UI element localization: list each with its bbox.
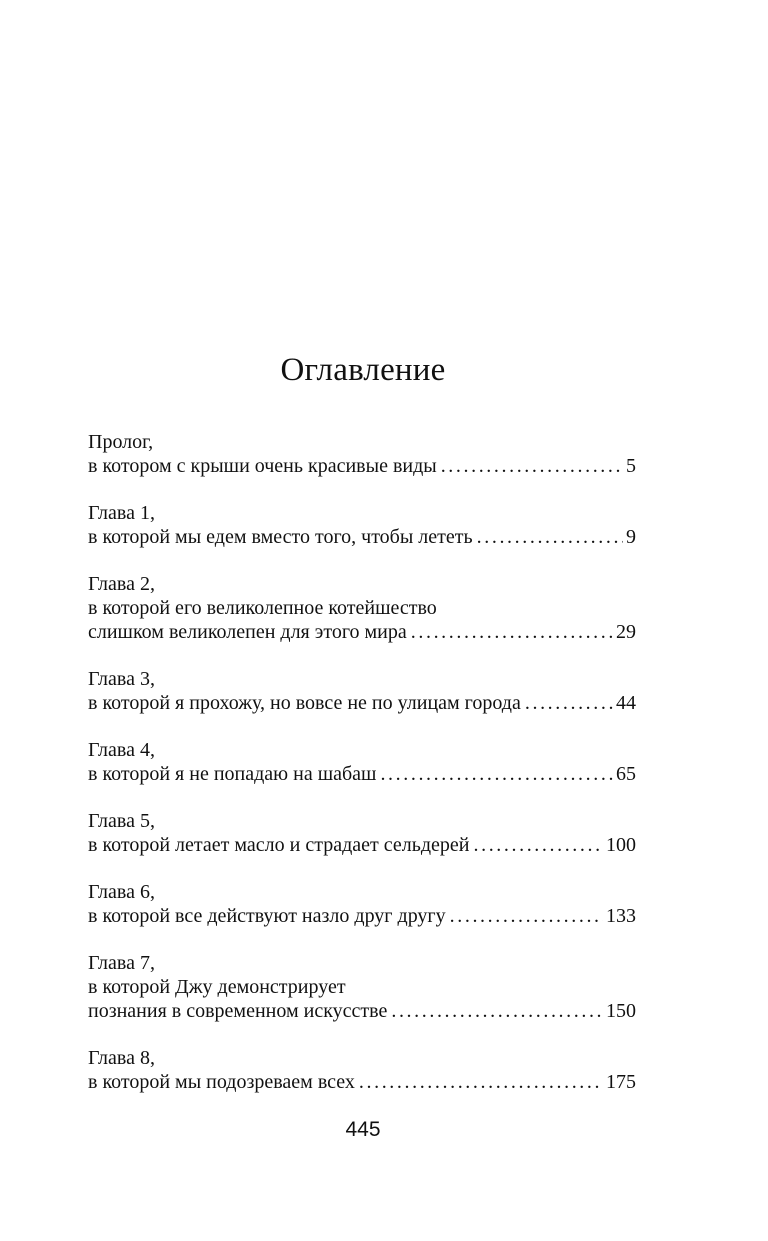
- toc-entry-line: [88, 762, 636, 786]
- toc-entry-line: [88, 691, 636, 715]
- page-title: Оглавление: [280, 352, 446, 388]
- toc-entry-text: в которой я прохожу, но вовсе не по улицам города: [88, 692, 521, 714]
- toc-entry-chapter-8: [88, 1046, 636, 1094]
- toc-page-number: 65: [616, 763, 636, 785]
- toc-entry-heading: Глава 1,: [88, 502, 155, 524]
- page-number: 445: [345, 1118, 381, 1141]
- toc-entry-heading: Глава 7,: [88, 952, 155, 974]
- dot-leader: [441, 454, 623, 478]
- toc-entry-chapter-2: [88, 572, 636, 644]
- toc-entry-text-line: в которой его великолепное котейшество: [88, 597, 437, 619]
- dot-leader: [411, 620, 613, 644]
- toc-entry-chapter-6: [88, 880, 636, 928]
- toc-page-number: 133: [606, 905, 636, 927]
- toc-page-number: 150: [606, 1000, 636, 1022]
- toc-entry-line: [88, 1070, 636, 1094]
- toc-entry-text: в которой я не попадаю на шабаш: [88, 763, 377, 785]
- toc-page-number: 100: [606, 834, 636, 856]
- toc-entry-line: [88, 454, 636, 478]
- toc-entry-chapter-4: [88, 738, 636, 786]
- toc-entry-heading: Глава 4,: [88, 739, 155, 761]
- dot-leader: [391, 999, 603, 1023]
- toc-entry-chapter-5: [88, 809, 636, 857]
- dot-leader: [477, 525, 623, 549]
- toc-entry-heading: Глава 2,: [88, 573, 155, 595]
- dot-leader: [474, 833, 604, 857]
- toc-entry-line: [88, 525, 636, 549]
- toc-entry-text: слишком великолепен для этого мира: [88, 621, 407, 643]
- toc-entry-heading: Пролог,: [88, 431, 154, 453]
- dot-leader: [359, 1070, 603, 1094]
- toc-entry-heading: Глава 8,: [88, 1047, 155, 1069]
- toc-entry-text: познания в современном искусстве: [88, 1000, 388, 1022]
- dot-leader: [525, 691, 613, 715]
- dot-leader: [380, 762, 613, 786]
- toc-entry-text-line: в которой Джу демонстрирует: [88, 976, 346, 998]
- toc-entry-line: [88, 999, 636, 1023]
- toc-entry-line: [88, 620, 636, 644]
- toc-entry-line: [88, 833, 636, 857]
- toc-entry-text: в которой все действуют назло друг другу: [88, 905, 446, 927]
- toc-page-number: 29: [616, 621, 636, 643]
- toc-page-number: 9: [626, 526, 636, 548]
- toc-page-number: 44: [616, 692, 636, 714]
- dot-leader: [450, 904, 603, 928]
- toc-entry-heading: Глава 3,: [88, 668, 155, 690]
- toc-entry-chapter-3: [88, 667, 636, 715]
- toc-entry-text: в которой мы едем вместо того, чтобы лететь: [88, 526, 473, 548]
- toc-entry-text: в которой мы подозреваем всех: [88, 1071, 355, 1093]
- toc-entry-chapter-1: [88, 501, 636, 549]
- toc-entry-text: в которой летает масло и страдает сельдерей: [88, 834, 470, 856]
- toc-entry-line: [88, 904, 636, 928]
- table-of-contents: [88, 430, 636, 1117]
- toc-entry-heading: Глава 6,: [88, 881, 155, 903]
- toc-entry-chapter-7: [88, 951, 636, 1023]
- toc-page-number: 5: [626, 455, 636, 477]
- toc-entry-prologue: [88, 430, 636, 478]
- toc-entry-text: в котором с крыши очень красивые виды: [88, 455, 437, 477]
- toc-page-number: 175: [606, 1071, 636, 1093]
- toc-entry-heading: Глава 5,: [88, 810, 155, 832]
